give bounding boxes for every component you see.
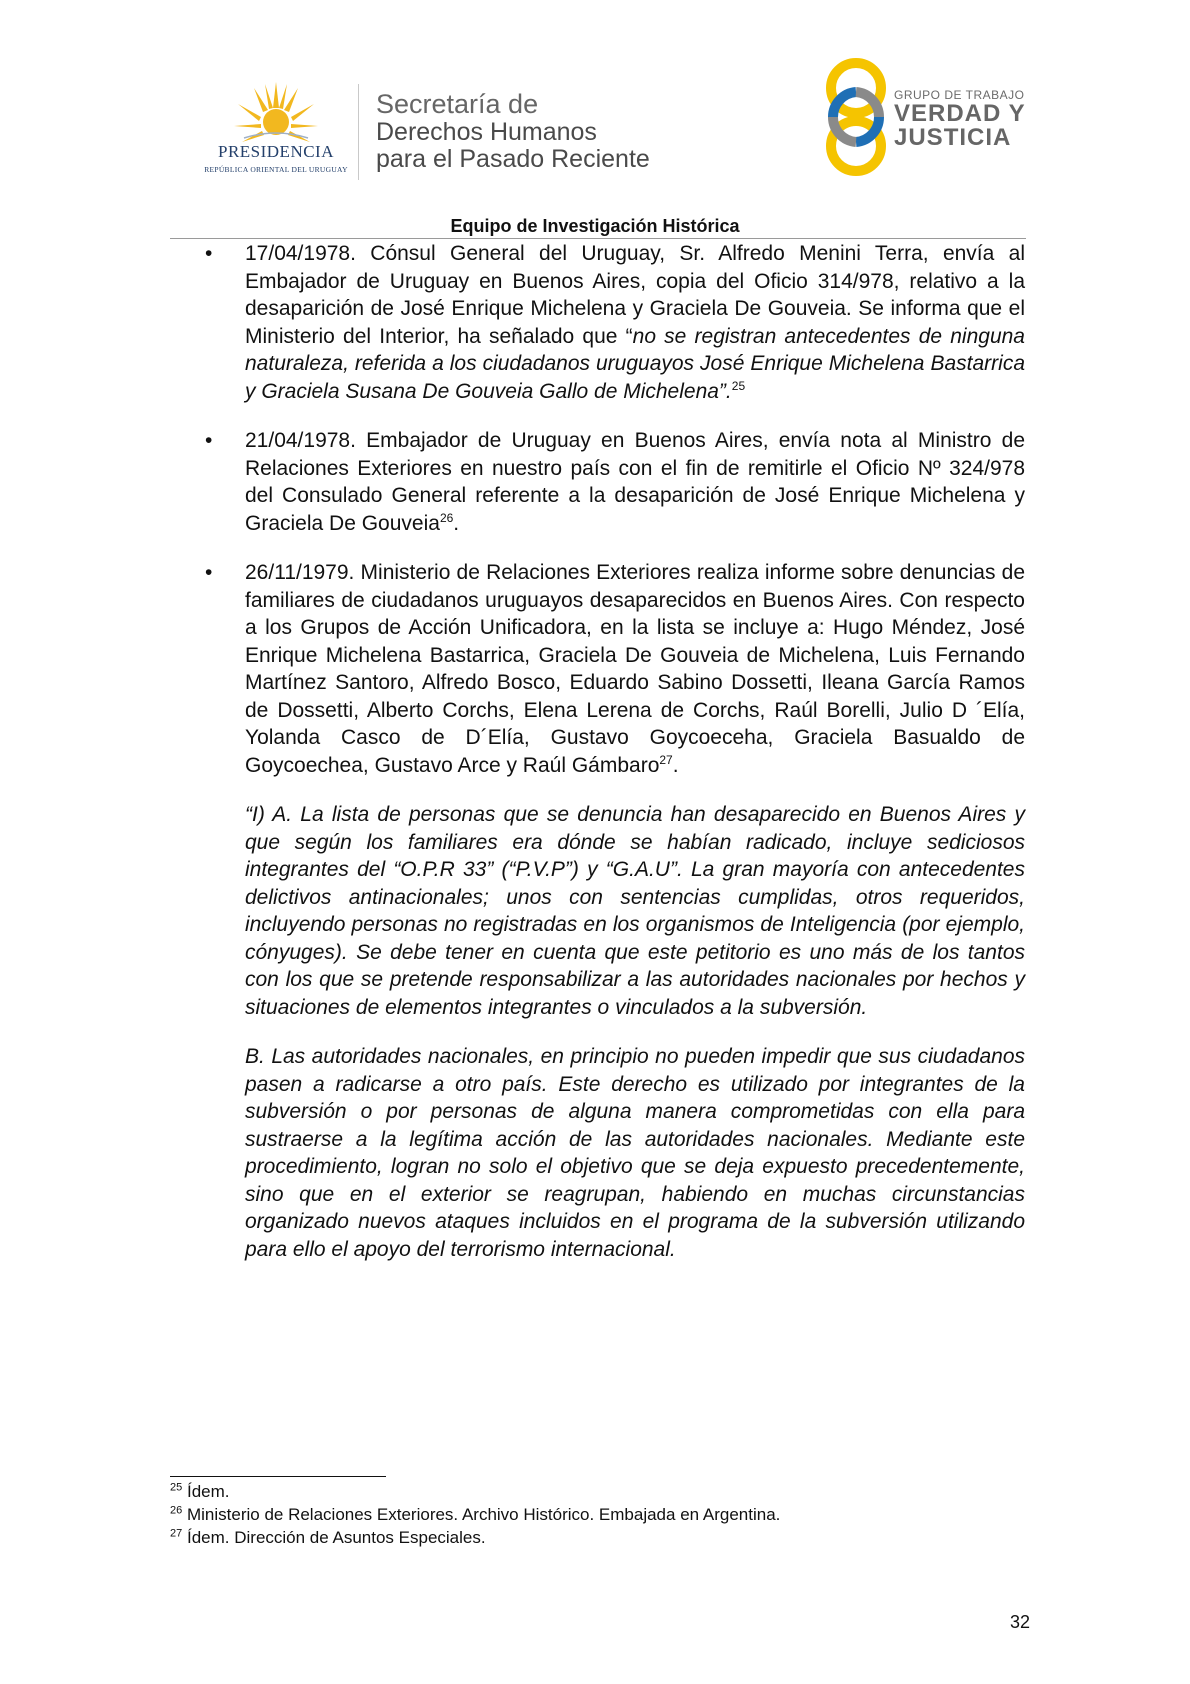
grupo-trabajo-line-3: JUSTICIA <box>894 124 1012 151</box>
footnote-ref: 27 <box>659 752 673 767</box>
quoted-paragraph-a: “I) A. La lista de personas que se denuncia han desaparecido en Buenos Aires y que según los familiares era dónde se habían radicado, incluye sediciosos integrantes del “O.P.R 33” (“P.V.P”) y “G.A.U”. La gran mayoría con antecedentes delictivos antinacionales; unos con sentencias cumplidas, otros requeridos, incluyendo personas no registradas en los organismos de Inteligencia (por ejemplo, cónyuges). Se debe tener en cuenta que este petitorio es uno más de los tantos con los que se pretende responsabilizar a las autoridades nacionales por hechos y situaciones de elementos integrantes o vinculados a la subversión. <box>245 803 1025 1019</box>
grupo-trabajo-line-2: VERDAD Y <box>894 100 1026 127</box>
header-divider <box>358 84 359 180</box>
entry-text-plain: 21/04/1978. Embajador de Uruguay en Buenos Aires, envía nota al Ministro de Relaciones Exteriores en nuestro país con el fin de remitirle el Oficio Nº 324/978 del Consulado General referente a la desaparición de José Enrique Michelena y Graciela De Gouveia <box>245 429 1025 535</box>
header-rule <box>170 238 1026 239</box>
sun-emblem-icon <box>234 82 318 144</box>
chronology-entry <box>205 240 1025 405</box>
document-body <box>205 240 1025 1285</box>
entry-text-plain: 26/11/1979. Ministerio de Relaciones Exteriores realiza informe sobre denuncias de familiares de ciudadanos uruguayos desaparecidos en Buenos Aires. Con respecto a los Grupos de Acción Unificadora, en la lista se incluye a: Hugo Méndez, José Enrique Michelena Bastarrica, Graciela De Gouveia de Michelena, Luis Fernando Martínez Santoro, Alfredo Bosco, Eduardo Sabino Dossetti, Ileana García Ramos de Dossetti, Alberto Corchs, Elena Lerena de Corchs, Raúl Borelli, Julio D ´Elía, Yolanda Casco de D´Elía, Gustavo Goycoeceha, Graciela Basualdo de Goycoechea, Gustavo Arce y Raúl Gámbaro <box>245 561 1025 777</box>
footnote-number: 27 <box>170 1527 183 1540</box>
secretaria-line-2: Derechos Humanos <box>376 118 597 146</box>
entry-text <box>245 559 1025 779</box>
secretaria-line-3: para el Pasado Reciente <box>376 145 650 173</box>
chronology-entry <box>205 427 1025 537</box>
secretaria-line-1: Secretaría de <box>376 89 539 119</box>
entry-text <box>245 427 1025 537</box>
footnote <box>170 1503 1030 1526</box>
entry-text <box>245 240 1025 405</box>
footnote-text: Ídem. <box>186 1482 230 1501</box>
grupo-trabajo-logo <box>820 54 1060 182</box>
page-number: 32 <box>1009 1612 1030 1632</box>
entry-text-end: . <box>453 511 460 535</box>
entry-text-plain: 17/04/1978. Cónsul General del Uruguay, Sr. Alfredo Menini Terra, envía al Embajador de Uruguay en Buenos Aires, copia del Oficio 314/978, relativo a la desaparición de José Enrique Michelena y Graciela De Gouveia. Se informa que el Ministerio del Interior, ha señalado que “ <box>245 242 1025 348</box>
footnote-number: 25 <box>170 1481 183 1494</box>
footnote-ref: 26 <box>439 510 454 525</box>
grupo-trabajo-text <box>894 88 1026 150</box>
footnote-rule <box>170 1476 386 1477</box>
footnote <box>170 1480 1030 1503</box>
team-title: Equipo de Investigación Histórica <box>450 216 740 236</box>
footnote-text: Ministerio de Relaciones Exteriores. Archivo Histórico. Embajada en Argentina. <box>186 1505 781 1524</box>
chronology-entry <box>205 559 1025 779</box>
entry-text-end: . <box>672 753 679 777</box>
footnote-text: Ídem. Dirección de Asuntos Especiales. <box>186 1528 486 1547</box>
secretaria-logo <box>376 90 650 173</box>
presidencia-logo <box>196 82 356 178</box>
entry-text-quoted: no se registran antecedentes de ninguna naturaleza, referida a los ciudadanos uruguayos José Enrique Michelena Bastarrica y Graciela Susana De Gouveia Gallo de Michelena”. <box>245 324 1025 403</box>
footnote-number: 26 <box>170 1504 183 1517</box>
footnote <box>170 1526 1030 1549</box>
grupo-trabajo-line-1: GRUPO DE TRABAJO <box>894 88 1025 102</box>
bullet-marker: • <box>205 242 213 265</box>
presidencia-name: PRESIDENCIA <box>217 142 334 161</box>
footnotes <box>170 1480 1030 1549</box>
presidencia-subtitle: REPÚBLICA ORIENTAL DEL URUGUAY <box>204 165 348 174</box>
quoted-paragraph-b: B. Las autoridades nacionales, en principio no pueden impedir que sus ciudadanos pasen a radicarse a otro país. Este derecho es utilizado por integrantes de la subversión o por personas de alguna manera comprometidas con ella para sustraerse a la legítima acción de las autoridades nacionales. Mediante este procedimiento, logran no solo el objetivo que se deja expuesto precedentemente, sino que en el exterior se reagrupan, habiendo en muchas circunstancias organizado nuevos ataques incluidos en el programa de la subversión utilizando para ello el apoyo del terrorismo internacional. <box>245 1045 1025 1261</box>
footnote-ref: 25 <box>731 378 746 393</box>
bullet-marker: • <box>205 429 213 452</box>
page-header <box>0 0 1190 240</box>
grupo-trabajo-emblem-icon <box>820 54 892 182</box>
bullet-marker: • <box>205 561 213 584</box>
